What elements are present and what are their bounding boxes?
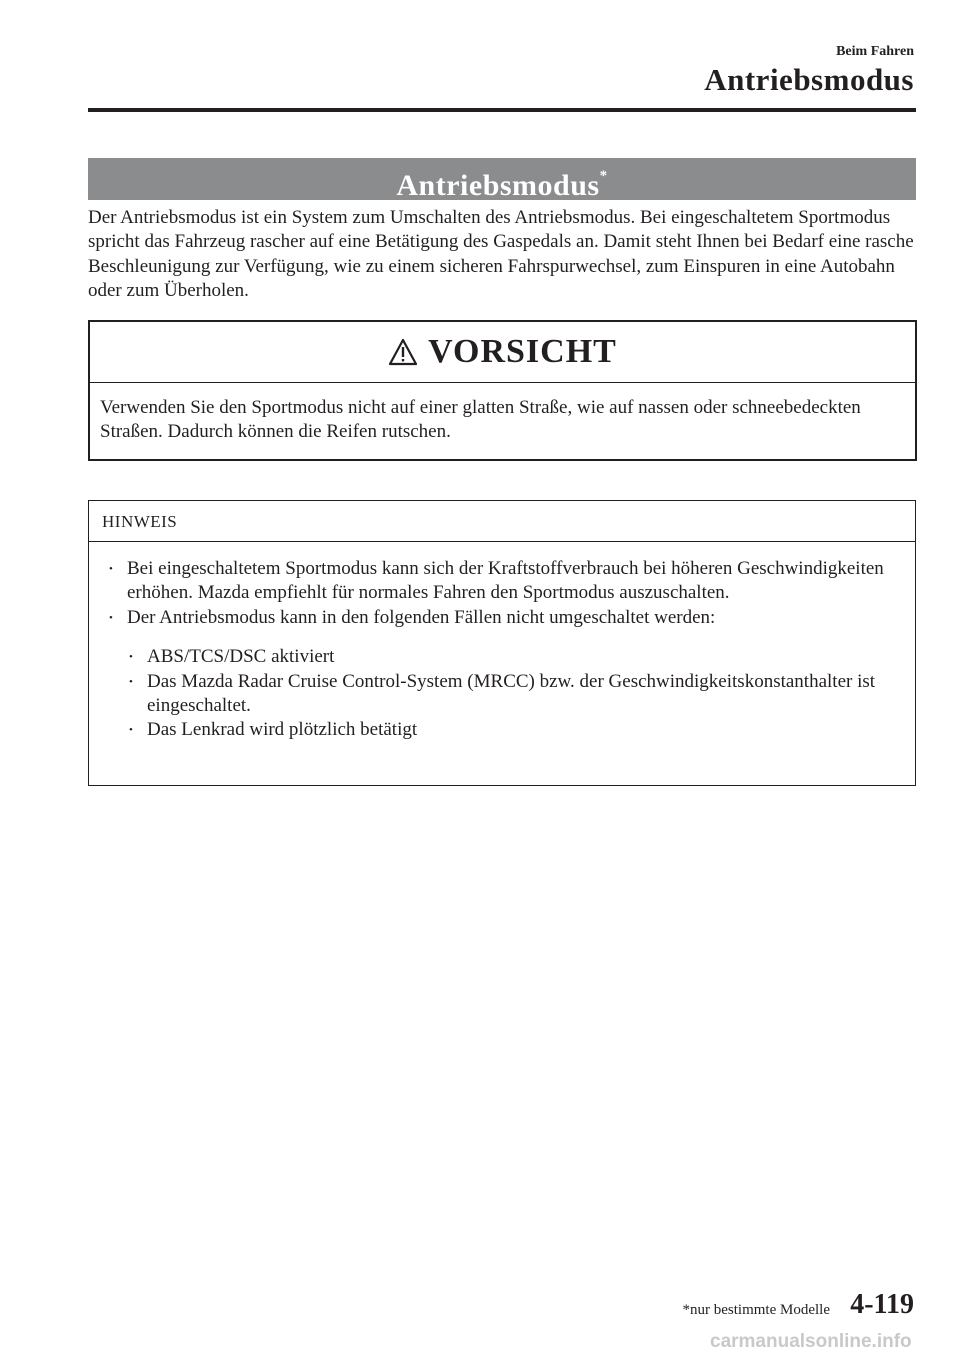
note-box <box>88 500 916 786</box>
note-title: HINWEIS <box>89 501 915 542</box>
note-subitem: • Das Lenkrad wird plötzlich betätigt <box>89 718 905 742</box>
caution-text: Verwenden Sie den Sportmodus nicht auf einer glatten Straße, wie auf nassen oder schneebedeckten Straßen. Dadurch können die Reifen rutschen. <box>100 397 861 443</box>
footnote: *nur bestimmte Modelle <box>682 1302 830 1318</box>
page-number: 4-119 <box>850 1289 914 1320</box>
note-sublist <box>89 630 915 743</box>
caution-header <box>90 322 915 383</box>
section-title-bar <box>88 158 916 200</box>
caution-box <box>88 320 917 461</box>
watermark-text[interactable]: carmanualsonline.info <box>710 1331 912 1352</box>
section-title: Antriebsmodus <box>396 169 600 202</box>
note-subitem: • ABS/TCS/DSC aktiviert <box>89 645 905 669</box>
warning-triangle-icon <box>388 338 418 366</box>
section-title-marker: * <box>599 168 608 184</box>
note-item: • Der Antriebsmodus kann in den folgenden Fällen nicht umgeschaltet werden: <box>89 606 905 630</box>
running-header-title: Antriebsmodus <box>704 62 914 97</box>
caution-title: VORSICHT <box>428 333 617 370</box>
running-header-section: Beim Fahren <box>836 44 914 59</box>
note-list <box>89 542 915 630</box>
header-rule <box>88 108 916 112</box>
note-item: • Bei eingeschaltetem Sportmodus kann sich der Kraftstoffverbrauch bei höheren Geschwindigkeiten erhöhen. Mazda empfiehlt für normales Fahren den Sportmodus auszuschalten. <box>89 557 905 606</box>
note-subitem: • Das Mazda Radar Cruise Control-System (MRCC) bzw. der Geschwindigkeitskonstanthalter ist eingeschaltet. <box>89 670 905 719</box>
intro-paragraph: Der Antriebsmodus ist ein System zum Umschalten des Antriebsmodus. Bei eingeschaltetem Sportmodus spricht das Fahrzeug rascher auf eine Betätigung des Gaspedals an. Damit steht Ihnen bei Bedarf eine rasche Beschleunigung zur Verfügung, wie zu einem sicheren Fahrspurwechsel, zum Einspuren in eine Autobahn oder zum Überholen. <box>88 207 914 302</box>
